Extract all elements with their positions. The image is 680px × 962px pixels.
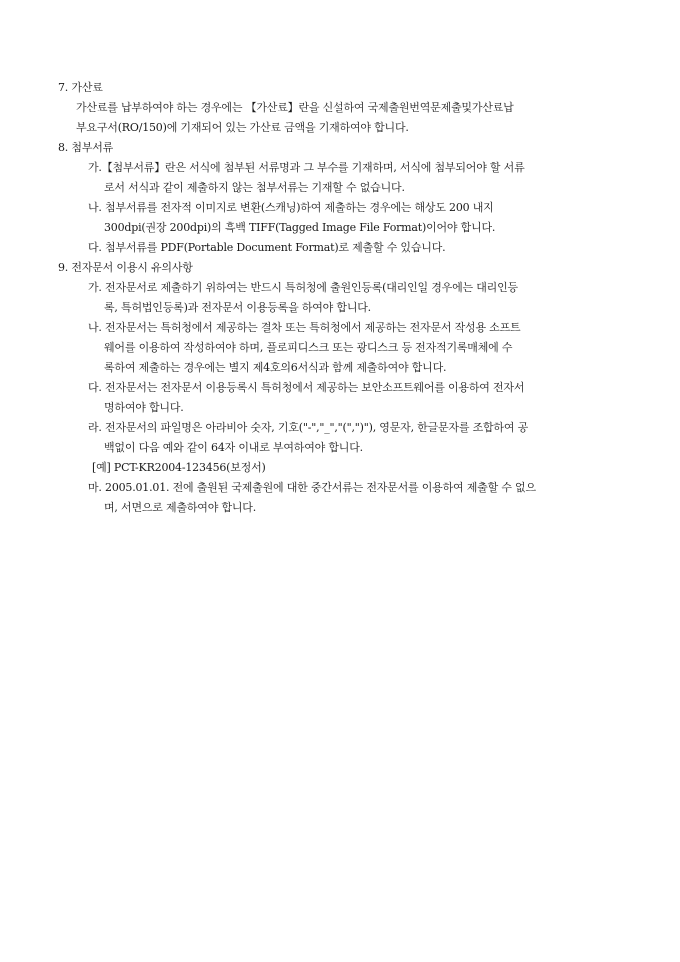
list-item-continuation: 록하여 제출하는 경우에는 별지 제4호의6서식과 함께 제출하여야 합니다. <box>104 361 447 374</box>
section-heading: 9. 전자문서 이용시 유의사항 <box>58 261 193 274</box>
list-item: 가. 전자문서로 제출하기 위하여는 반드시 특허청에 출원인등록(대리인일 경우에는 대리인등 <box>88 281 518 294</box>
list-item: 나. 전자문서는 특허청에서 제공하는 결차 또는 특허청에서 제공하는 전자문서 작성용 소프트 <box>88 321 521 334</box>
paragraph-line: 가산료를 납부하여야 하는 경우에는 【가산료】란을 신설하여 국제출원번역문제출및가산료납 <box>76 101 514 114</box>
list-item-continuation: 록, 특허법인등록)과 전자문서 이용등록을 하여야 합니다. <box>104 301 371 314</box>
example-line: [예] PCT-KR2004-123456(보정서) <box>92 461 266 474</box>
list-item: 마. 2005.01.01. 전에 출원된 국제출원에 대한 중간서류는 전자문서를 이용하여 제출할 수 없으 <box>88 481 536 494</box>
list-item-continuation: 웨어를 이용하여 작성하여야 하며, 플로피디스크 또는 광디스크 등 전자적기록매체에 수 <box>104 341 513 354</box>
list-item-continuation: 명하여야 합니다. <box>104 401 184 414</box>
list-item-continuation: 300dpi(권장 200dpi)의 흑백 TIFF(Tagged Image File Format)이어야 합니다. <box>104 221 496 234</box>
list-item: 나. 첨부서류를 전자적 이미지로 변환(스캐닝)하여 제출하는 경우에는 해상도 200 내지 <box>88 201 494 214</box>
list-item-continuation: 로서 서식과 같이 제출하지 않는 첨부서류는 기재할 수 없습니다. <box>104 181 405 194</box>
paragraph-line: 부요구서(RO/150)에 기재되어 있는 가산료 금액을 기재하여야 합니다. <box>76 121 409 134</box>
list-item-continuation: 며, 서면으로 제출하여야 합니다. <box>104 501 257 514</box>
list-item-continuation: 백없이 다음 예와 같이 64자 이내로 부여하여야 합니다. <box>104 441 363 454</box>
list-item: 가.【첨부서류】란은 서식에 첨부된 서류명과 그 부수를 기재하며, 서식에 첨부되어야 할 서류 <box>88 161 525 174</box>
list-item: 다. 전자문서는 전자문서 이용등록시 특허청에서 제공하는 보안소프트웨어를 이용하여 전자서 <box>88 381 525 394</box>
list-item: 라. 전자문서의 파일명은 아라비아 숫자, 기호("-","_","(",")"), 영문자, 한글문자를 조합하여 공 <box>88 421 529 434</box>
section-heading: 8. 첨부서류 <box>58 141 114 154</box>
list-item: 다. 첨부서류를 PDF(Portable Document Format)로 제출할 수 있습니다. <box>88 241 446 254</box>
section-heading: 7. 가산료 <box>58 81 103 94</box>
